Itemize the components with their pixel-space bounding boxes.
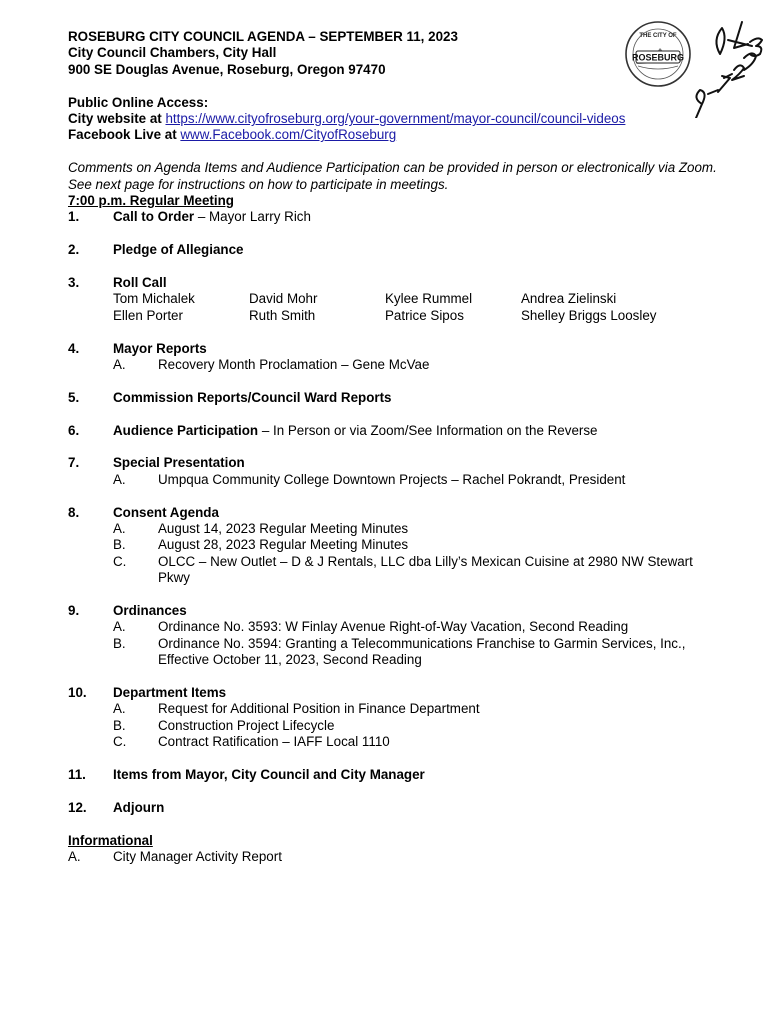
council-member: Shelley Briggs Loosley xyxy=(521,307,657,323)
council-member: Ruth Smith xyxy=(249,307,316,323)
council-member: David Mohr xyxy=(249,291,318,307)
item-title: Department Items xyxy=(113,685,227,701)
item-title: Ordinances xyxy=(113,603,187,619)
sub-item: A. August 14, 2023 Regular Meeting Minutes xyxy=(113,521,409,537)
svg-text:ROSEBURG: ROSEBURG xyxy=(631,52,685,63)
council-member: Patrice Sipos xyxy=(385,307,464,323)
meeting-heading: 7:00 p.m. Regular Meeting xyxy=(68,193,234,209)
item-number: 9. xyxy=(68,603,80,619)
website-label: City website at xyxy=(68,111,166,127)
sub-item: C. Contract Ratification – IAFF Local 1110 xyxy=(113,734,390,750)
item-number: 4. xyxy=(68,340,80,356)
item-title: Call to Order xyxy=(113,209,195,225)
item-number: 7. xyxy=(68,455,80,471)
facebook-link[interactable]: www.Facebook.com/CityofRoseburg xyxy=(180,127,397,143)
item-number: 11. xyxy=(68,767,86,783)
address: 900 SE Douglas Avenue, Roseburg, Oregon 97470 xyxy=(68,61,386,77)
website-link[interactable]: https://www.cityofroseburg.org/your-government/mayor-council/council-videos xyxy=(165,111,626,127)
council-member: Ellen Porter xyxy=(113,307,183,323)
sub-item: C. OLCC – New Outlet – D & J Rentals, LLC dba Lilly’s Mexican Cuisine at 2980 NW Stewart Pkwy xyxy=(113,553,693,586)
agenda-title: ROSEBURG CITY COUNCIL AGENDA – SEPTEMBER 11, 2023 xyxy=(68,29,458,44)
roll-call-list xyxy=(113,291,728,324)
sub-item: A. Umpqua Community College Downtown Projects – Rachel Pokrandt, President xyxy=(113,471,626,487)
sub-item: B. August 28, 2023 Regular Meeting Minutes xyxy=(113,537,409,553)
agenda-item-4 xyxy=(68,341,728,374)
item-title: Adjourn xyxy=(113,799,165,815)
agenda-item-5 xyxy=(68,390,728,406)
item-title: Audience Participation xyxy=(113,422,259,438)
agenda-item-8 xyxy=(68,505,728,587)
item-title: Pledge of Allegiance xyxy=(113,242,244,258)
agenda-item-9 xyxy=(68,603,728,669)
agenda-page xyxy=(68,29,728,866)
sub-item: A. Recovery Month Proclamation – Gene McVae xyxy=(113,357,430,373)
agenda-item-12 xyxy=(68,800,728,816)
informational-item: A. City Manager Activity Report xyxy=(68,849,282,865)
council-member: Andrea Zielinski xyxy=(521,291,617,307)
agenda-item-7 xyxy=(68,455,728,488)
website-line xyxy=(68,111,728,127)
item-title: Roll Call xyxy=(113,275,167,291)
facebook-label: Facebook Live at xyxy=(68,127,181,143)
item-number: 8. xyxy=(68,504,80,520)
public-access-heading: Public Online Access: xyxy=(68,94,209,110)
sub-item: B. Construction Project Lifecycle xyxy=(113,717,335,733)
facebook-line xyxy=(68,127,728,143)
item-number: 12. xyxy=(68,799,87,815)
item-detail: – In Person or via Zoom/See Information on the Reverse xyxy=(258,422,598,438)
item-title: Items from Mayor, City Council and City Manager xyxy=(113,767,425,783)
council-member: Kylee Rummel xyxy=(385,291,473,307)
item-title: Consent Agenda xyxy=(113,504,219,520)
item-title: Commission Reports/Council Ward Reports xyxy=(113,389,392,405)
item-number: 5. xyxy=(68,389,80,405)
agenda-item-6 xyxy=(68,423,728,439)
item-number: 2. xyxy=(68,242,80,258)
sub-item: A. Request for Additional Position in Finance Department xyxy=(113,701,480,717)
comments-note: Comments on Agenda Items and Audience Participation can be provided in person or electronically via Zoom. See next page for instructions on how to participate in meetings. xyxy=(68,160,717,192)
agenda-item-1 xyxy=(68,209,728,225)
agenda-item-3 xyxy=(68,275,728,324)
agenda-item-2 xyxy=(68,242,728,258)
item-title: Mayor Reports xyxy=(113,340,207,356)
agenda-item-10 xyxy=(68,685,728,751)
agenda-item-11 xyxy=(68,767,728,783)
item-number: 10. xyxy=(68,685,87,701)
item-number: 1. xyxy=(68,209,80,225)
sub-item: B. Ordinance No. 3594: Granting a Telecommunications Franchise to Garmin Services, Inc., Effective October 11, 2023, Second Reading xyxy=(113,635,686,668)
venue: City Council Chambers, City Hall xyxy=(68,45,277,61)
item-number: 3. xyxy=(68,275,80,291)
item-number: 6. xyxy=(68,422,80,438)
council-member: Tom Michalek xyxy=(113,291,195,307)
svg-text:THE CITY OF: THE CITY OF xyxy=(639,33,677,39)
sub-item: A. Ordinance No. 3593: W Finlay Avenue Right-of-Way Vacation, Second Reading xyxy=(113,619,629,635)
informational-heading: Informational xyxy=(68,832,153,848)
item-detail: – Mayor Larry Rich xyxy=(194,209,311,225)
item-title: Special Presentation xyxy=(113,455,245,471)
